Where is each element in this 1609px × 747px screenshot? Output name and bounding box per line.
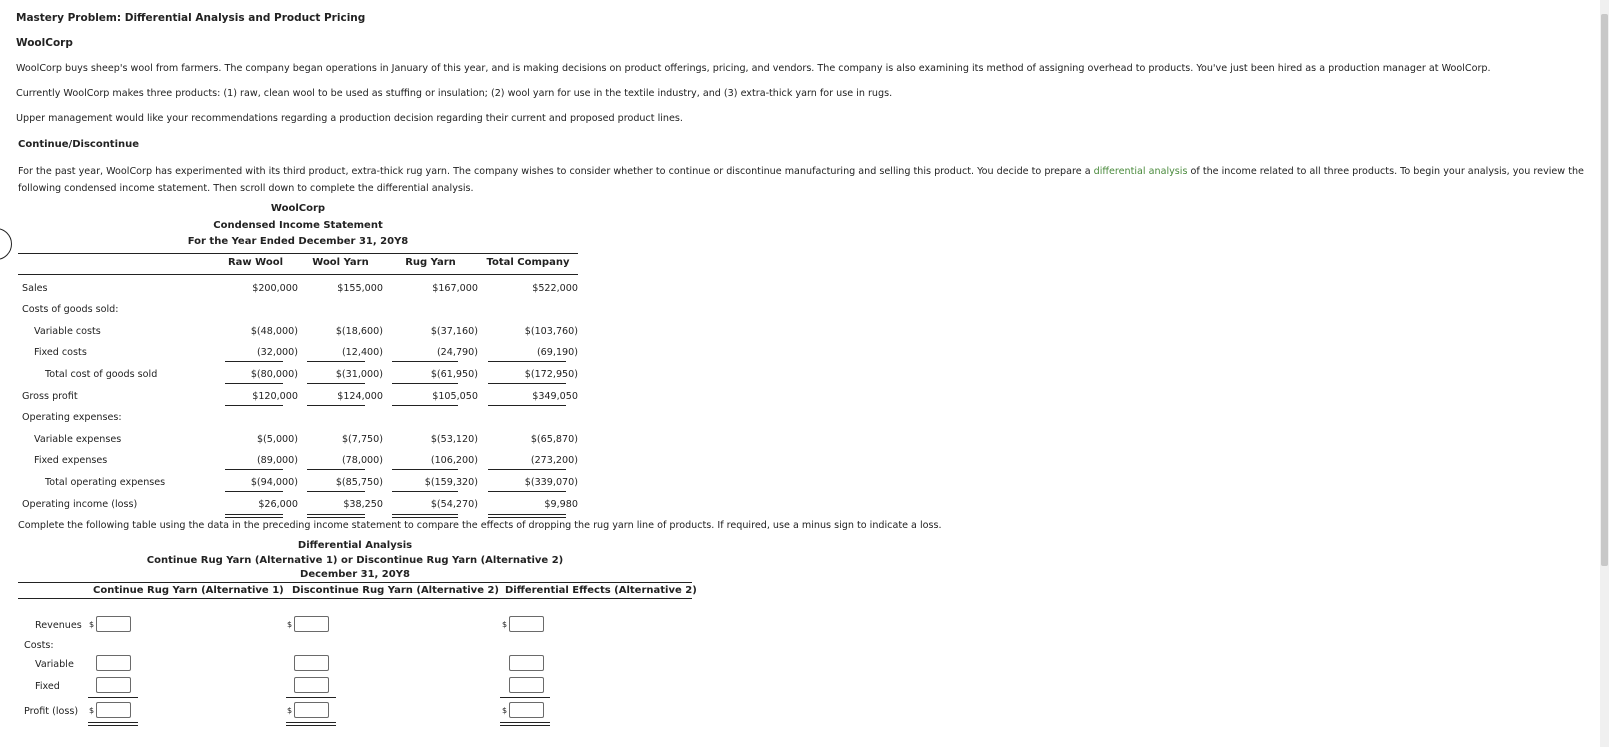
dollar-sign: $	[502, 706, 508, 715]
profit-alt2-input[interactable]	[294, 702, 329, 718]
fixed-alt1-input[interactable]	[96, 677, 131, 693]
cell-rug-yarn: $(61,950)	[430, 369, 478, 380]
row-label: Total operating expenses	[45, 477, 166, 488]
section-heading: Continue/Discontinue	[18, 139, 140, 150]
section-text-before: For the past year, WoolCorp has experimented with its third product, extra-thick rug yarn. The company wishes to consider whether to continue or discontinue manufacturing and selling this product. You decide to prepare a	[18, 166, 1094, 177]
cell-wool-yarn: $124,000	[337, 391, 383, 402]
cell-rug-yarn: (106,200)	[430, 455, 478, 466]
cell-rug-yarn: $(159,320)	[424, 477, 478, 488]
underline	[225, 405, 283, 406]
is-row-sales	[18, 279, 578, 301]
row-label: Costs of goods sold:	[22, 304, 119, 315]
cell-raw-wool: $200,000	[252, 283, 298, 294]
is-colhdr-rule	[18, 274, 578, 275]
row-label: Sales	[22, 283, 48, 294]
double-underline	[488, 514, 566, 518]
intro-paragraph-3: Upper management would like your recommendations regarding a production decision regarding their current and proposed product lines.	[16, 113, 683, 124]
revenues-alt2-input[interactable]	[294, 616, 329, 632]
cell-rug-yarn: $(54,270)	[430, 499, 478, 510]
diff-header-rule	[18, 582, 692, 583]
diff-col-discontinue: Discontinue Rug Yarn (Alternative 2)	[292, 585, 499, 596]
double-underline	[225, 514, 283, 518]
underline	[225, 361, 283, 362]
diff-subtitle: Continue Rug Yarn (Alternative 1) or Discontinue Rug Yarn (Alternative 2)	[146, 555, 564, 566]
double-underline	[392, 514, 458, 518]
underline	[225, 491, 283, 492]
cell-raw-wool: (32,000)	[256, 347, 298, 358]
cell-total: $(103,760)	[524, 326, 578, 337]
underline	[392, 361, 458, 362]
is-row-opex-header	[18, 408, 578, 430]
is-col-raw-wool: Raw Wool	[227, 257, 283, 268]
cell-wool-yarn: (78,000)	[341, 455, 383, 466]
cell-wool-yarn: $(31,000)	[335, 369, 383, 380]
diff-label-variable: Variable	[35, 659, 74, 670]
cell-raw-wool: $26,000	[258, 499, 298, 510]
is-col-rug-yarn: Rug Yarn	[405, 257, 456, 268]
cell-raw-wool: $120,000	[252, 391, 298, 402]
variable-diff-input[interactable]	[509, 655, 544, 671]
underline	[307, 469, 365, 470]
is-col-wool-yarn: Wool Yarn	[312, 257, 369, 268]
row-label: Gross profit	[22, 391, 78, 402]
dollar-sign: $	[89, 706, 95, 715]
row-label: Variable expenses	[34, 434, 122, 445]
variable-alt1-input[interactable]	[96, 655, 131, 671]
underline	[488, 469, 566, 470]
dollar-sign: $	[89, 620, 95, 629]
cell-total: $9,980	[544, 499, 578, 510]
cell-total: $(339,070)	[524, 477, 578, 488]
double-underline	[88, 722, 138, 726]
diff-col-continue: Continue Rug Yarn (Alternative 1)	[93, 585, 284, 596]
is-col-total: Total Company	[486, 257, 570, 268]
cell-raw-wool: $(80,000)	[250, 369, 298, 380]
variable-alt2-input[interactable]	[294, 655, 329, 671]
dollar-sign: $	[502, 620, 508, 629]
cell-total: (273,200)	[530, 455, 578, 466]
underline	[307, 361, 365, 362]
is-title: Condensed Income Statement	[213, 220, 383, 231]
revenues-alt1-input[interactable]	[96, 616, 131, 632]
fixed-diff-input[interactable]	[509, 677, 544, 693]
double-underline	[500, 722, 550, 726]
cell-wool-yarn: $(18,600)	[335, 326, 383, 337]
cell-rug-yarn: $105,050	[432, 391, 478, 402]
cell-wool-yarn: $(7,750)	[341, 434, 383, 445]
row-label: Operating expenses:	[22, 412, 122, 423]
is-row-cogs-header	[18, 300, 578, 322]
underline	[286, 697, 336, 698]
underline	[225, 383, 283, 384]
circle-decoration	[0, 228, 12, 260]
cell-rug-yarn: $(53,120)	[430, 434, 478, 445]
profit-diff-input[interactable]	[509, 702, 544, 718]
profit-alt1-input[interactable]	[96, 702, 131, 718]
cell-raw-wool: $(5,000)	[256, 434, 298, 445]
scrollbar-thumb[interactable]	[1601, 14, 1608, 566]
cell-wool-yarn: (12,400)	[341, 347, 383, 358]
underline	[488, 383, 566, 384]
cell-total: $(172,950)	[524, 369, 578, 380]
underline	[392, 491, 458, 492]
section-text-after: of the income related to all three products. To begin your analysis, you review the following condensed income statement. Then scroll down to complete the differential analysis.	[18, 166, 1584, 194]
page-title: Mastery Problem: Differential Analysis and Product Pricing	[16, 12, 366, 24]
cell-wool-yarn: $38,250	[343, 499, 383, 510]
double-underline	[307, 514, 365, 518]
underline	[500, 697, 550, 698]
underline	[307, 383, 365, 384]
is-company: WoolCorp	[270, 203, 326, 214]
cell-raw-wool: (89,000)	[256, 455, 298, 466]
is-header-rule	[18, 253, 578, 254]
is-row-variable-expenses	[18, 430, 578, 452]
dollar-sign: $	[287, 706, 293, 715]
underline	[392, 383, 458, 384]
underline	[392, 405, 458, 406]
cell-total: $522,000	[532, 283, 578, 294]
intro-paragraph-1: WoolCorp buys sheep's wool from farmers. The company began operations in January of this year, and is making decisions on product offerings, pricing, and vendors. The company is also examining its method of assigning overhead to products. You've just been hired as a production manager at WoolCorp.	[16, 63, 1491, 74]
diff-label-profit: Profit (loss)	[24, 706, 79, 717]
cell-rug-yarn: $(37,160)	[430, 326, 478, 337]
diff-title: Differential Analysis	[297, 540, 413, 551]
cell-raw-wool: $(48,000)	[250, 326, 298, 337]
row-label: Fixed costs	[34, 347, 87, 358]
diff-label-revenues: Revenues	[35, 620, 82, 631]
underline	[392, 469, 458, 470]
diff-col-differential: Differential Effects (Alternative 2)	[505, 585, 697, 596]
row-label: Fixed expenses	[34, 455, 108, 466]
underline	[488, 361, 566, 362]
diff-label-fixed: Fixed	[35, 681, 60, 692]
revenues-diff-input[interactable]	[509, 616, 544, 632]
vertical-scrollbar[interactable]	[1600, 0, 1609, 747]
cell-wool-yarn: $155,000	[337, 283, 383, 294]
differential-analysis-link[interactable]: differential analysis	[1093, 166, 1188, 177]
diff-colhdr-rule	[18, 598, 692, 599]
diff-label-costs: Costs:	[24, 640, 54, 651]
row-label: Total cost of goods sold	[45, 369, 158, 380]
double-underline	[286, 722, 336, 726]
underline	[307, 405, 365, 406]
intro-paragraph-2: Currently WoolCorp makes three products: (1) raw, clean wool to be used as stuffing or insulation; (2) wool yarn for use in the textile industry, and (3) extra-thick yarn for use in rugs.	[16, 88, 893, 99]
underline	[225, 469, 283, 470]
underline	[307, 491, 365, 492]
is-period: For the Year Ended December 31, 20Y8	[187, 236, 409, 247]
underline	[488, 405, 566, 406]
diff-instructions: Complete the following table using the data in the preceding income statement to compare the effects of dropping the rug yarn line of products. If required, use a minus sign to indicate a loss.	[18, 520, 942, 531]
cell-rug-yarn: $167,000	[432, 283, 478, 294]
row-label: Variable costs	[34, 326, 101, 337]
cell-wool-yarn: $(85,750)	[335, 477, 383, 488]
diff-date: December 31, 20Y8	[300, 569, 410, 580]
underline	[488, 491, 566, 492]
cell-total: $(65,870)	[530, 434, 578, 445]
underline	[88, 697, 138, 698]
section-paragraph	[18, 163, 1593, 197]
cell-total: (69,190)	[536, 347, 578, 358]
row-label: Operating income (loss)	[22, 499, 138, 510]
fixed-alt2-input[interactable]	[294, 677, 329, 693]
dollar-sign: $	[287, 620, 293, 629]
company-heading: WoolCorp	[16, 37, 73, 49]
cell-raw-wool: $(94,000)	[250, 477, 298, 488]
cell-total: $349,050	[532, 391, 578, 402]
is-row-variable-costs	[18, 322, 578, 344]
cell-rug-yarn: (24,790)	[436, 347, 478, 358]
